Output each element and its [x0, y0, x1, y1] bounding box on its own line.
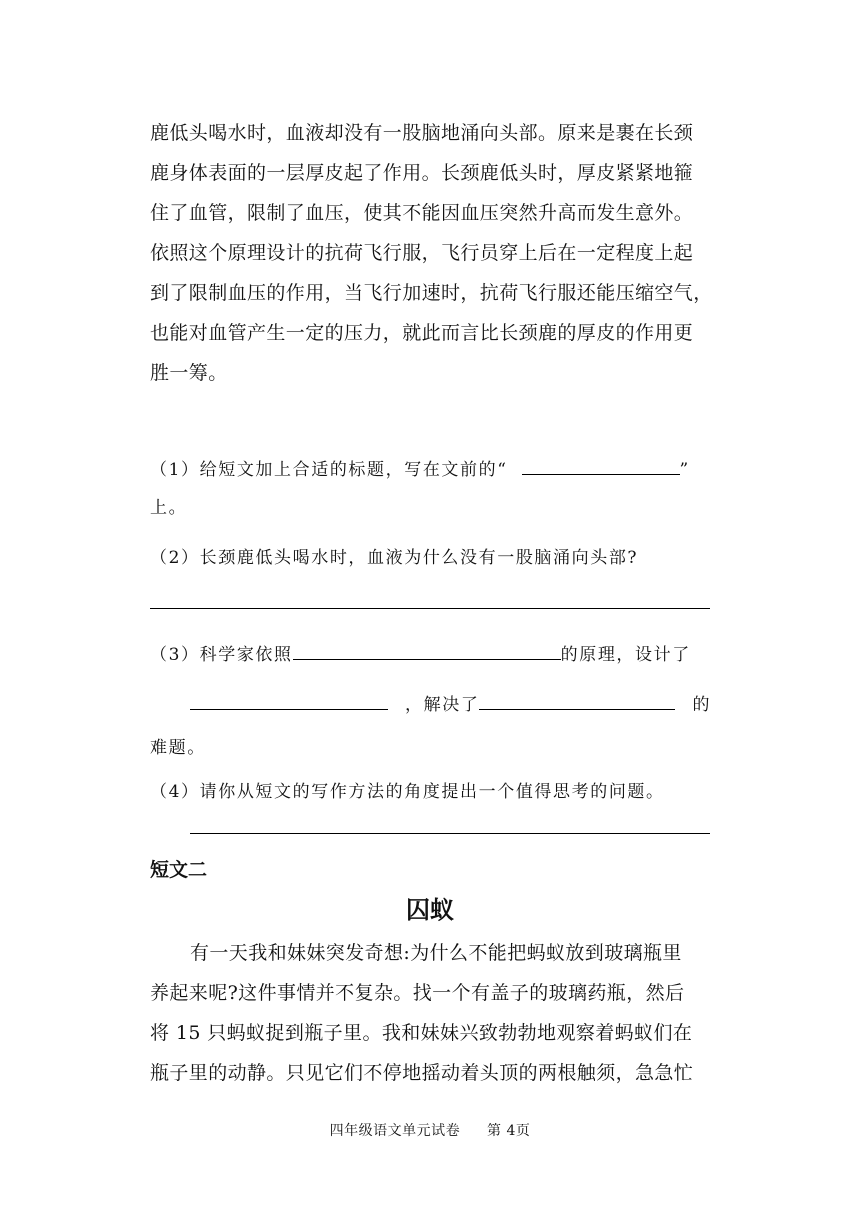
passage-line: 养起来呢?这件事情并不复杂。找一个有盖子的玻璃药瓶，然后: [150, 982, 685, 1004]
page-footer: [0, 1120, 860, 1140]
question-1-text: （1）给短文加上合适的标题，写在文前的“: [150, 460, 508, 480]
passage-line: 到了限制血压的作用，当飞行加速时，抗荷飞行服还能压缩空气，: [150, 282, 713, 304]
passage-line: 将 15 只蚂蚁捉到瓶子里。我和妹妹兴致勃勃地观察着蚂蚁们在: [150, 1022, 693, 1044]
question-4-answer-line[interactable]: [190, 833, 710, 834]
section-two-label: 短文二: [150, 859, 208, 881]
question-3-line-2: [190, 690, 711, 715]
question-2-answer-line[interactable]: [150, 608, 710, 609]
passage-line: 住了血管，限制了血压，使其不能因血压突然升高而发生意外。: [150, 202, 694, 224]
question-3-text-3: ，解决了: [405, 695, 480, 715]
principle-answer-blank[interactable]: [293, 658, 561, 660]
title-answer-blank[interactable]: [522, 473, 680, 475]
passage-line: 胜一筹。: [150, 362, 228, 384]
page-number: 第 4页: [487, 1123, 531, 1139]
passage-line: 瓶子里的动静。只见它们不停地摇动着头顶的两根触须，急急忙: [150, 1062, 694, 1084]
question-3-text: （3）科学家依照: [150, 645, 293, 665]
question-1: [150, 455, 690, 480]
question-2: （2）长颈鹿低头喝水时，血液为什么没有一股脑涌向头部?: [150, 548, 639, 568]
question-1-continued: 上。: [150, 498, 188, 518]
question-4: （4）请你从短文的写作方法的角度提出一个值得思考的问题。: [150, 782, 665, 802]
passage-line: 有一天我和妹妹突发奇想:为什么不能把蚂蚁放到玻璃瓶里: [190, 942, 682, 964]
exam-name: 四年级语文单元试卷: [329, 1123, 461, 1139]
question-3-text-4: 的: [692, 695, 712, 715]
question-3-text-2: 的原理，设计了: [560, 645, 691, 665]
passage-two-title: 囚蚁: [406, 896, 454, 924]
question-1-close-quote: ”: [679, 460, 690, 480]
passage-line: 也能对血管产生一定的压力，就此而言比长颈鹿的厚皮的作用更: [150, 322, 694, 344]
design-answer-blank[interactable]: [190, 708, 388, 710]
question-3: [150, 640, 691, 665]
passage-line: 依照这个原理设计的抗荷飞行服，飞行员穿上后在一定程度上起: [150, 242, 694, 264]
passage-line: 鹿身体表面的一层厚皮起了作用。长颈鹿低头时，厚皮紧紧地箍: [150, 162, 694, 184]
passage-line: 鹿低头喝水时，血液却没有一股脑地涌向头部。原来是裹在长颈: [150, 122, 694, 144]
solved-problem-answer-blank[interactable]: [479, 708, 675, 710]
question-3-continued: 难题。: [150, 738, 206, 758]
